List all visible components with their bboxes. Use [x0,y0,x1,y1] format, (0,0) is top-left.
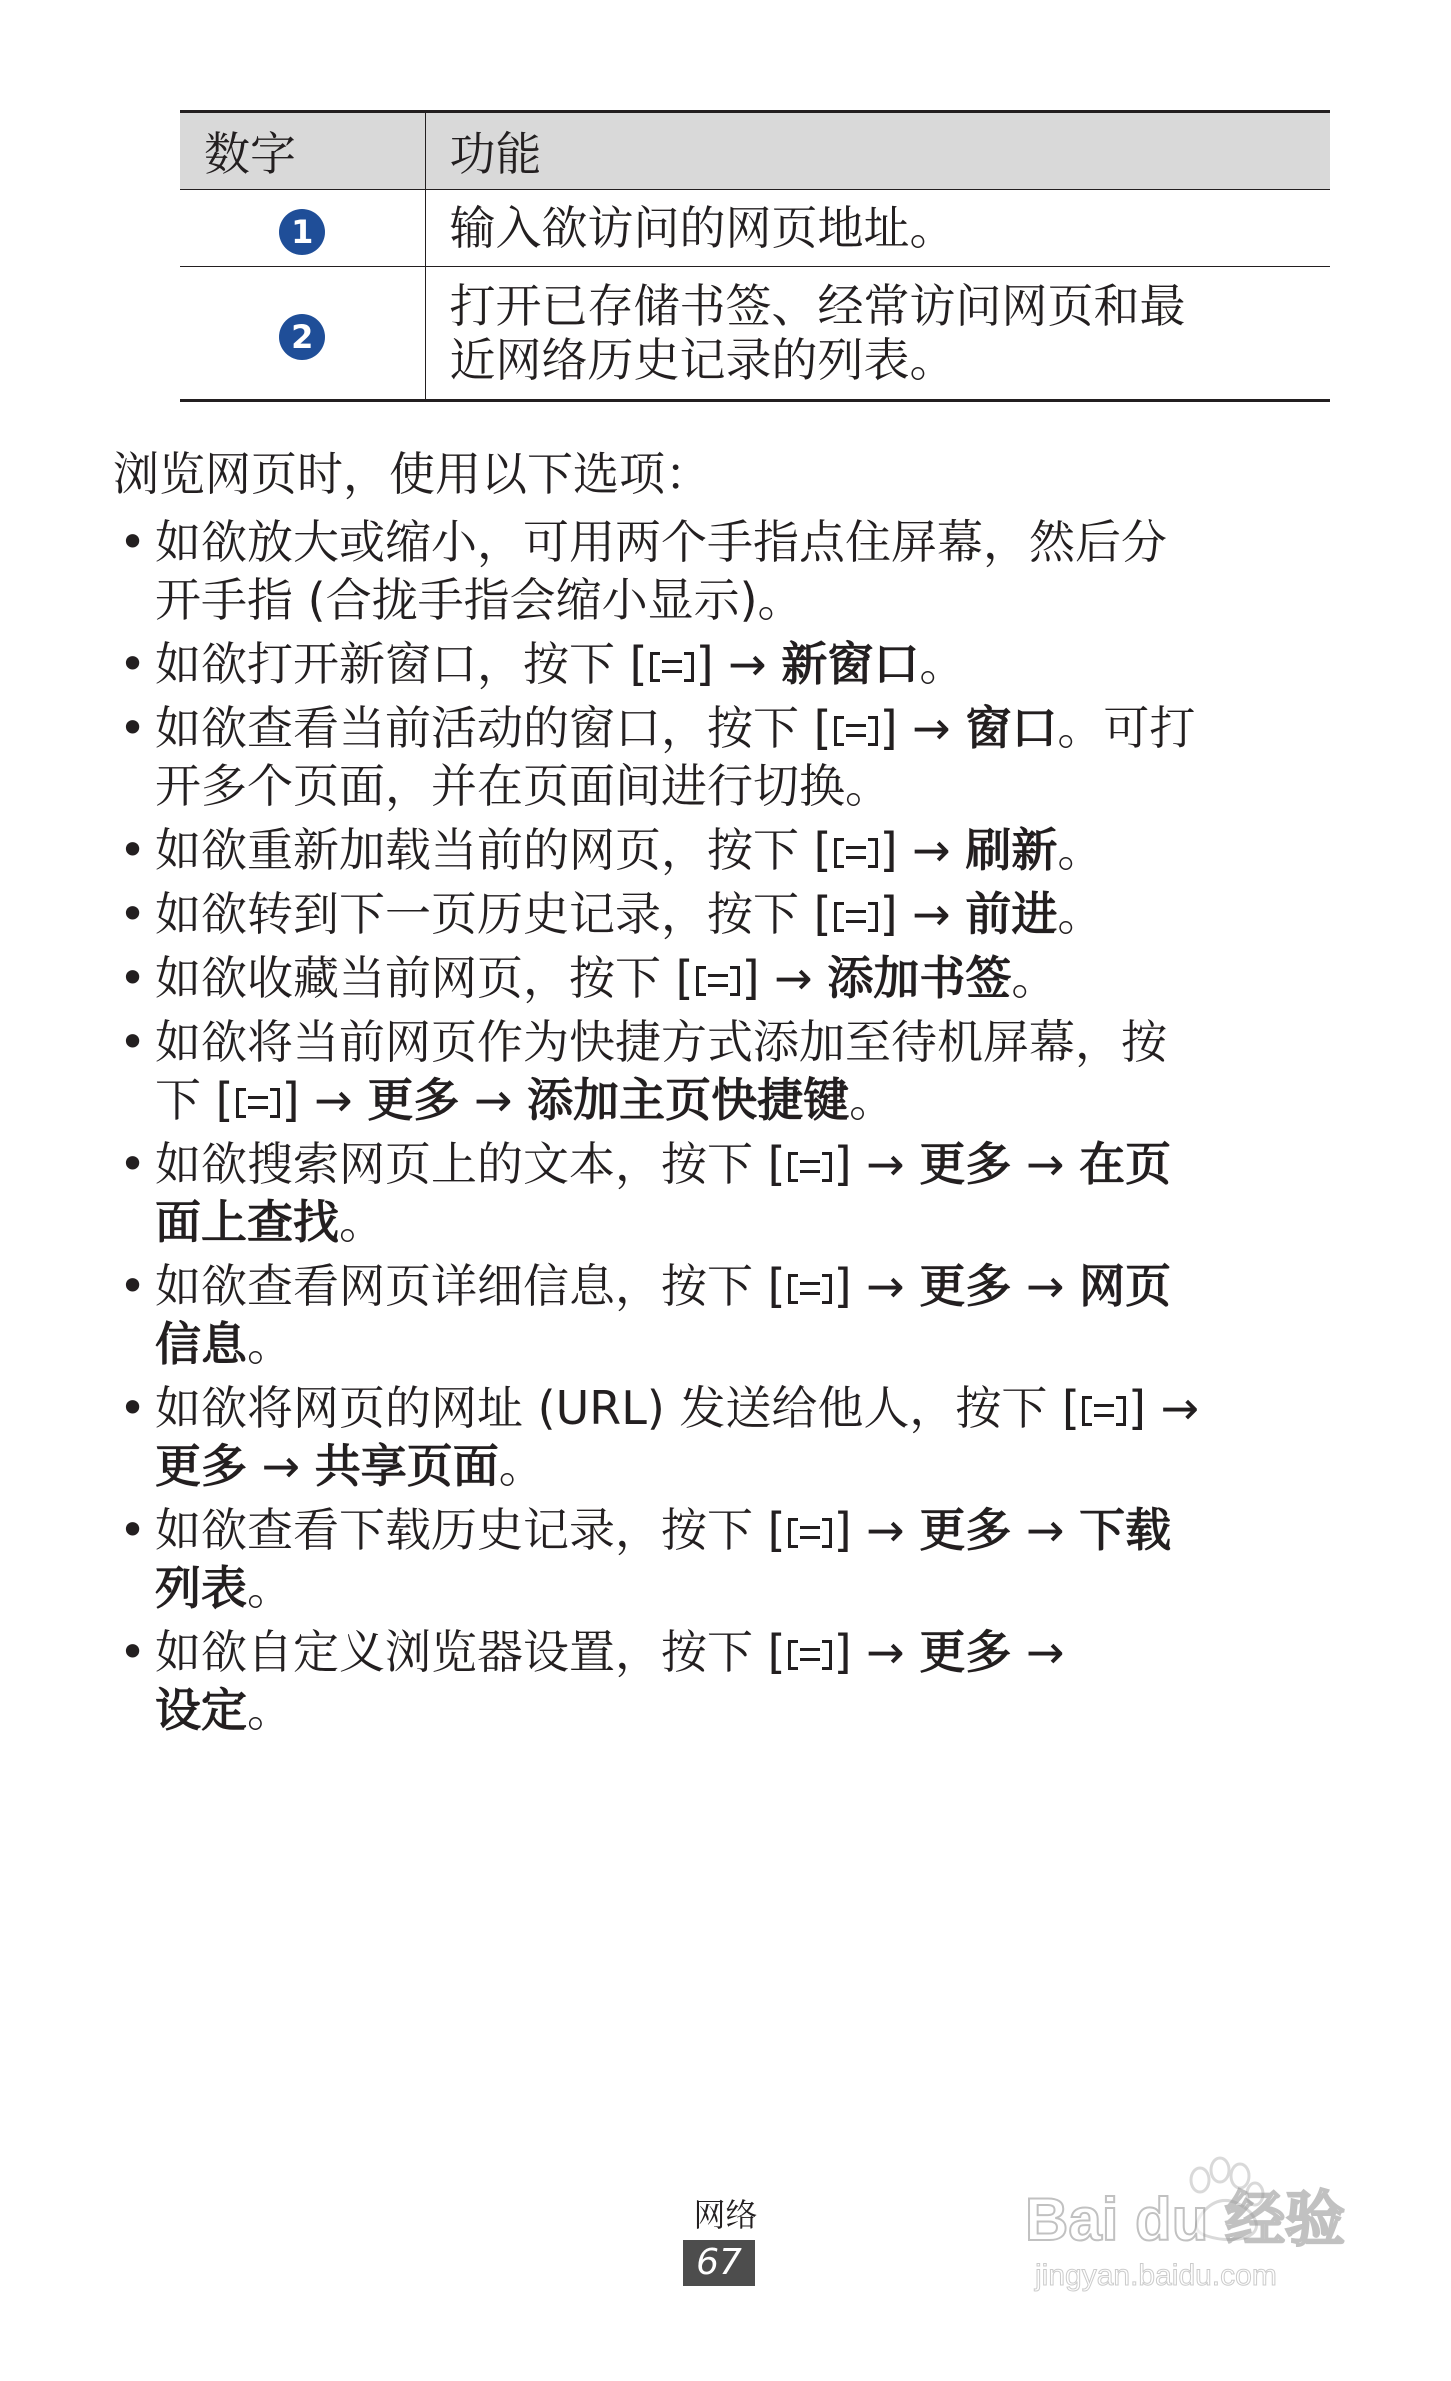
bullet-dot: • [119,515,147,569]
function-table [180,110,1330,402]
bullet-dot: • [119,951,147,1005]
list-item: • 如欲将当前网页作为快捷方式添加至待机屏幕，按 下 [ ] → 更多 → 添加主页快捷键。 [119,1015,1167,1127]
bullet-dot: • [119,887,147,941]
list-item: • 如欲重新加载当前的网页，按下 [ ] → 刷新。 [119,823,1104,877]
menu-key-icon [236,1084,280,1120]
function-cell [425,267,1330,401]
bullet-dot: • [119,1259,147,1313]
page-number: 67 [683,2240,755,2286]
bullet-dot: • [119,1015,147,1069]
number-cell [180,267,425,401]
function-text-line: 近网络历史记录的列表。 [449,333,956,387]
table-header-row [180,112,1330,190]
menu-key-icon [788,1636,832,1672]
bullet-dot: • [119,1625,147,1679]
section-label: 网络 [693,2196,758,2234]
menu-key-icon [834,898,878,934]
list-item: • 如欲打开新窗口，按下 [ ] → 新窗口。 [119,637,966,691]
svg-text:jingyan.baidu.com: jingyan.baidu.com [1035,2259,1277,2292]
bullet-dot: • [119,701,147,755]
svg-text:Bai du 经验: Bai du 经验 [1025,2186,1346,2253]
options-list [113,513,1343,1745]
menu-key-icon [788,1514,832,1550]
list-item: • 如欲搜索网页上的文本，按下 [ ] → 更多 → 在页 面上查找。 [119,1137,1172,1249]
bullet-dot: • [119,1381,147,1435]
list-item: • 如欲查看网页详细信息，按下 [ ] → 更多 → 网页 信息。 [119,1259,1172,1371]
list-item: • 如欲查看当前活动的窗口，按下 [ ] → 窗口。可打 开多个页面，并在页面间进行切换。 [119,701,1196,813]
function-text-line: 打开已存储书签、经常访问网页和最 [449,279,1186,333]
bullet-dot: • [119,1503,147,1557]
bullet-dot: • [119,823,147,877]
number-badge: 1 [279,209,325,255]
list-item: • 如欲自定义浏览器设置，按下 [ ] → 更多 → 设定。 [119,1625,1065,1737]
menu-key-icon [650,648,694,684]
bullet-dot: • [119,637,147,691]
header-function: 功能 [425,112,1330,190]
bullet-dot: • [119,1137,147,1191]
menu-key-icon [788,1148,832,1184]
list-item: • 如欲收藏当前网页，按下 [ ] → 添加书签。 [119,951,1058,1005]
menu-key-icon [696,962,740,998]
number-badge: 2 [279,314,325,360]
list-item: • 如欲转到下一页历史记录，按下 [ ] → 前进。 [119,887,1104,941]
menu-key-icon [834,712,878,748]
intro-text: 浏览网页时，使用以下选项： [113,447,711,501]
header-number: 数字 [180,112,425,190]
menu-key-icon [788,1270,832,1306]
table-row [180,190,1330,267]
menu-key-icon [1082,1392,1126,1428]
number-cell [180,190,425,267]
menu-key-icon [834,834,878,870]
table-row [180,267,1330,401]
baidu-watermark-logo [1015,2150,1355,2300]
function-cell: 输入欲访问的网页地址。 [425,190,1330,267]
list-item: • 如欲将网页的网址 (URL) 发送给他人，按下 [ ] → 更多 → 共享页面。 [119,1381,1200,1493]
list-item: • 如欲查看下载历史记录，按下 [ ] → 更多 → 下载 列表。 [119,1503,1172,1615]
list-item: • 如欲放大或缩小，可用两个手指点住屏幕，然后分 开手指 (合拢手指会缩小显示)。 [119,515,1167,627]
